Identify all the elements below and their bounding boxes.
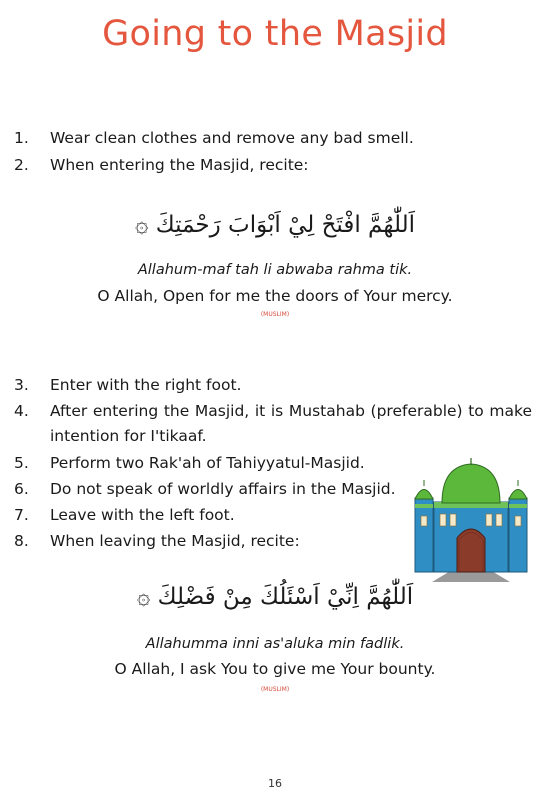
right-minaret	[509, 498, 527, 572]
item-number: 3.	[14, 376, 29, 394]
item-text: When entering the Masjid, recite:	[50, 156, 309, 174]
right-minaret-dome	[509, 490, 527, 500]
item-number: 6.	[14, 480, 29, 498]
page-number: 16	[268, 777, 282, 790]
item-number: 4.	[14, 402, 29, 420]
mosque-illustration	[412, 458, 530, 583]
dua-entering-arabic: اَللّٰهُمَّ افْتَحْ لِيْ اَبْوَابَ رَحْمَتِكَ ۞	[135, 212, 415, 238]
mosque-door	[457, 529, 485, 572]
item-text: When leaving the Masjid, recite:	[50, 532, 300, 550]
item-number: 2.	[14, 156, 29, 174]
page-title: Going to the Masjid	[102, 14, 448, 54]
item-number: 7.	[14, 506, 29, 524]
item-text: Do not speak of worldly affairs in the Masjid.	[50, 480, 396, 498]
item-number: 1.	[14, 129, 29, 147]
dua-leaving-source: (MUSLIM)	[260, 686, 290, 693]
dua-leaving-transliteration: Allahumma inni as'aluka min fadlik.	[145, 636, 405, 652]
dua-entering-meaning: O Allah, Open for me the doors of Your mercy.	[97, 287, 453, 305]
item-text: Perform two Rak'ah of Tahiyyatul-Masjid.	[50, 454, 365, 472]
item-text: After entering the Masjid, it is Mustahab (preferable) to make intention for I'tikaaf.	[50, 402, 532, 445]
dua-leaving-meaning: O Allah, I ask You to give me Your bounty.	[114, 660, 436, 678]
main-dome	[442, 464, 500, 503]
item-number: 5.	[14, 454, 29, 472]
dua-entering-transliteration: Allahum-maf tah li abwaba rahma tik.	[137, 262, 413, 278]
item-text: Leave with the left foot.	[50, 506, 235, 524]
item-text: Wear clean clothes and remove any bad smell.	[50, 129, 414, 147]
item-text: Enter with the right foot.	[50, 376, 242, 394]
left-minaret-dome	[415, 490, 433, 500]
item-number: 8.	[14, 532, 29, 550]
dua-leaving-arabic: اَللّٰهُمَّ اِنِّيْ اَسْئَلُكَ مِنْ فَضْلِكَ ۞	[136, 584, 414, 610]
dua-entering-source: (MUSLIM)	[260, 311, 290, 318]
left-minaret	[415, 498, 433, 572]
